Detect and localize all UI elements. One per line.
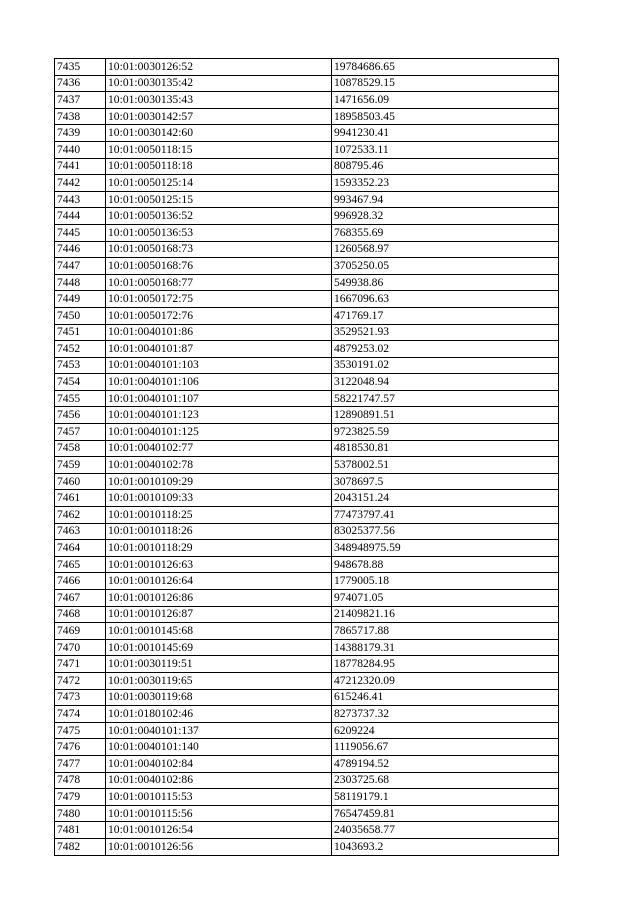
table-row [55, 341, 559, 358]
table-row [55, 656, 559, 673]
table-row [55, 672, 559, 689]
table-row [55, 606, 559, 623]
table-row [55, 590, 559, 607]
cadastral-number-cell: 10:01:0030119:51 [106, 656, 332, 673]
cadastral-number-cell: 10:01:0040102:86 [106, 772, 332, 789]
cadastral-number-cell: 10:01:0010145:69 [106, 639, 332, 656]
table-row [55, 241, 559, 258]
row-number-cell: 7475 [55, 722, 106, 739]
table-row [55, 291, 559, 308]
row-number-cell: 7454 [55, 374, 106, 391]
table-row [55, 540, 559, 557]
row-number-cell: 7452 [55, 341, 106, 358]
value-cell: 615246.41 [332, 689, 559, 706]
row-number-cell: 7479 [55, 789, 106, 806]
cadastral-number-cell: 10:01:0050125:14 [106, 175, 332, 192]
row-number-cell: 7437 [55, 92, 106, 109]
value-cell: 974071.05 [332, 590, 559, 607]
value-cell: 1043693.2 [332, 838, 559, 855]
row-number-cell: 7470 [55, 639, 106, 656]
value-cell: 14388179.31 [332, 639, 559, 656]
cadastral-number-cell: 10:01:0040101:140 [106, 739, 332, 756]
table-row [55, 772, 559, 789]
cadastral-number-cell: 10:01:0010115:53 [106, 789, 332, 806]
value-cell: 6209224 [332, 722, 559, 739]
table-row [55, 125, 559, 142]
table-row [55, 59, 559, 76]
row-number-cell: 7442 [55, 175, 106, 192]
table-row [55, 473, 559, 490]
cadastral-number-cell: 10:01:0050172:75 [106, 291, 332, 308]
table-row [55, 739, 559, 756]
row-number-cell: 7457 [55, 424, 106, 441]
cadastral-number-cell: 10:01:0050125:15 [106, 191, 332, 208]
cadastral-number-cell: 10:01:0050118:15 [106, 141, 332, 158]
value-cell: 3705250.05 [332, 258, 559, 275]
row-number-cell: 7466 [55, 573, 106, 590]
table-row [55, 175, 559, 192]
cadastral-number-cell: 10:01:0010118:26 [106, 523, 332, 540]
cadastral-number-cell: 10:01:0010126:54 [106, 822, 332, 839]
table-row [55, 573, 559, 590]
table-row [55, 822, 559, 839]
cadastral-number-cell: 10:01:0040102:84 [106, 755, 332, 772]
data-table [54, 58, 559, 856]
value-cell: 2043151.24 [332, 490, 559, 507]
value-cell: 996928.32 [332, 208, 559, 225]
cadastral-number-cell: 10:01:0040101:106 [106, 374, 332, 391]
row-number-cell: 7482 [55, 838, 106, 855]
row-number-cell: 7443 [55, 191, 106, 208]
row-number-cell: 7450 [55, 307, 106, 324]
table-row [55, 523, 559, 540]
cadastral-number-cell: 10:01:0040101:125 [106, 424, 332, 441]
value-cell: 1593352.23 [332, 175, 559, 192]
value-cell: 76547459.81 [332, 805, 559, 822]
table-row [55, 307, 559, 324]
value-cell: 3530191.02 [332, 357, 559, 374]
cadastral-number-cell: 10:01:0040101:137 [106, 722, 332, 739]
row-number-cell: 7456 [55, 407, 106, 424]
row-number-cell: 7440 [55, 141, 106, 158]
value-cell: 9941230.41 [332, 125, 559, 142]
table-row [55, 639, 559, 656]
cadastral-number-cell: 10:01:0030142:57 [106, 108, 332, 125]
row-number-cell: 7460 [55, 473, 106, 490]
row-number-cell: 7463 [55, 523, 106, 540]
row-number-cell: 7439 [55, 125, 106, 142]
table-row [55, 838, 559, 855]
cadastral-number-cell: 10:01:0010126:56 [106, 838, 332, 855]
value-cell: 19784686.65 [332, 59, 559, 76]
cadastral-number-cell: 10:01:0050168:77 [106, 274, 332, 291]
table-row [55, 805, 559, 822]
row-number-cell: 7468 [55, 606, 106, 623]
value-cell: 47212320.09 [332, 672, 559, 689]
value-cell: 3078697.5 [332, 473, 559, 490]
table-row [55, 706, 559, 723]
value-cell: 1260568.97 [332, 241, 559, 258]
row-number-cell: 7472 [55, 672, 106, 689]
row-number-cell: 7448 [55, 274, 106, 291]
value-cell: 993467.94 [332, 191, 559, 208]
cadastral-number-cell: 10:01:0050118:18 [106, 158, 332, 175]
table-row [55, 755, 559, 772]
value-cell: 83025377.56 [332, 523, 559, 540]
value-cell: 58221747.57 [332, 390, 559, 407]
table-body [55, 59, 559, 856]
row-number-cell: 7480 [55, 805, 106, 822]
cadastral-number-cell: 10:01:0010145:68 [106, 623, 332, 640]
value-cell: 10878529.15 [332, 75, 559, 92]
value-cell: 12890891.51 [332, 407, 559, 424]
table-row [55, 424, 559, 441]
cadastral-number-cell: 10:01:0010109:29 [106, 473, 332, 490]
table-row [55, 208, 559, 225]
value-cell: 5378002.51 [332, 457, 559, 474]
value-cell: 4879253.02 [332, 341, 559, 358]
value-cell: 1119056.67 [332, 739, 559, 756]
row-number-cell: 7453 [55, 357, 106, 374]
table-row [55, 158, 559, 175]
cadastral-number-cell: 10:01:0010109:33 [106, 490, 332, 507]
cadastral-number-cell: 10:01:0010115:56 [106, 805, 332, 822]
cadastral-number-cell: 10:01:0040102:77 [106, 440, 332, 457]
table-row [55, 789, 559, 806]
table-row [55, 457, 559, 474]
table-row [55, 92, 559, 109]
cadastral-number-cell: 10:01:0050172:76 [106, 307, 332, 324]
table-row [55, 556, 559, 573]
row-number-cell: 7451 [55, 324, 106, 341]
value-cell: 768355.69 [332, 224, 559, 241]
table-row [55, 258, 559, 275]
table-row [55, 108, 559, 125]
cadastral-number-cell: 10:01:0030142:60 [106, 125, 332, 142]
cadastral-number-cell: 10:01:0040101:107 [106, 390, 332, 407]
value-cell: 471769.17 [332, 307, 559, 324]
cadastral-number-cell: 10:01:0030135:42 [106, 75, 332, 92]
cadastral-number-cell: 10:01:0010126:64 [106, 573, 332, 590]
table-row [55, 722, 559, 739]
value-cell: 9723825.59 [332, 424, 559, 441]
table-row [55, 191, 559, 208]
cadastral-number-cell: 10:01:0010126:86 [106, 590, 332, 607]
table-row [55, 390, 559, 407]
row-number-cell: 7464 [55, 540, 106, 557]
row-number-cell: 7477 [55, 755, 106, 772]
cadastral-number-cell: 10:01:0050136:53 [106, 224, 332, 241]
row-number-cell: 7462 [55, 507, 106, 524]
row-number-cell: 7481 [55, 822, 106, 839]
value-cell: 2303725.68 [332, 772, 559, 789]
table-row [55, 224, 559, 241]
row-number-cell: 7461 [55, 490, 106, 507]
table-row [55, 490, 559, 507]
value-cell: 4818530.81 [332, 440, 559, 457]
cadastral-number-cell: 10:01:0010118:29 [106, 540, 332, 557]
row-number-cell: 7444 [55, 208, 106, 225]
value-cell: 24035658.77 [332, 822, 559, 839]
value-cell: 77473797.41 [332, 507, 559, 524]
table-row [55, 689, 559, 706]
row-number-cell: 7445 [55, 224, 106, 241]
value-cell: 1072533.11 [332, 141, 559, 158]
row-number-cell: 7465 [55, 556, 106, 573]
cadastral-number-cell: 10:01:0040101:123 [106, 407, 332, 424]
value-cell: 58119179.1 [332, 789, 559, 806]
row-number-cell: 7473 [55, 689, 106, 706]
cadastral-number-cell: 10:01:0040102:78 [106, 457, 332, 474]
cadastral-number-cell: 10:01:0050168:73 [106, 241, 332, 258]
value-cell: 808795.46 [332, 158, 559, 175]
row-number-cell: 7478 [55, 772, 106, 789]
cadastral-number-cell: 10:01:0040101:86 [106, 324, 332, 341]
row-number-cell: 7446 [55, 241, 106, 258]
value-cell: 1779005.18 [332, 573, 559, 590]
row-number-cell: 7458 [55, 440, 106, 457]
row-number-cell: 7476 [55, 739, 106, 756]
table-row [55, 507, 559, 524]
value-cell: 4789194.52 [332, 755, 559, 772]
table-row [55, 407, 559, 424]
value-cell: 7865717.88 [332, 623, 559, 640]
row-number-cell: 7467 [55, 590, 106, 607]
row-number-cell: 7459 [55, 457, 106, 474]
table-row [55, 274, 559, 291]
row-number-cell: 7455 [55, 390, 106, 407]
value-cell: 21409821.16 [332, 606, 559, 623]
table-row [55, 75, 559, 92]
cadastral-number-cell: 10:01:0050168:76 [106, 258, 332, 275]
row-number-cell: 7441 [55, 158, 106, 175]
row-number-cell: 7474 [55, 706, 106, 723]
table-row [55, 374, 559, 391]
row-number-cell: 7438 [55, 108, 106, 125]
table-row [55, 324, 559, 341]
cadastral-number-cell: 10:01:0030119:68 [106, 689, 332, 706]
value-cell: 549938.86 [332, 274, 559, 291]
value-cell: 1667096.63 [332, 291, 559, 308]
value-cell: 8273737.32 [332, 706, 559, 723]
cadastral-number-cell: 10:01:0050136:52 [106, 208, 332, 225]
cadastral-number-cell: 10:01:0030135:43 [106, 92, 332, 109]
value-cell: 1471656.09 [332, 92, 559, 109]
value-cell: 18778284.95 [332, 656, 559, 673]
cadastral-number-cell: 10:01:0010118:25 [106, 507, 332, 524]
cadastral-number-cell: 10:01:0030119:65 [106, 672, 332, 689]
value-cell: 18958503.45 [332, 108, 559, 125]
cadastral-number-cell: 10:01:0010126:87 [106, 606, 332, 623]
cadastral-number-cell: 10:01:0030126:52 [106, 59, 332, 76]
row-number-cell: 7447 [55, 258, 106, 275]
row-number-cell: 7449 [55, 291, 106, 308]
value-cell: 3529521.93 [332, 324, 559, 341]
value-cell: 348948975.59 [332, 540, 559, 557]
row-number-cell: 7436 [55, 75, 106, 92]
table-row [55, 141, 559, 158]
table-row [55, 440, 559, 457]
table-row [55, 623, 559, 640]
row-number-cell: 7471 [55, 656, 106, 673]
row-number-cell: 7469 [55, 623, 106, 640]
value-cell: 3122048.94 [332, 374, 559, 391]
cadastral-number-cell: 10:01:0040101:87 [106, 341, 332, 358]
row-number-cell: 7435 [55, 59, 106, 76]
table-row [55, 357, 559, 374]
value-cell: 948678.88 [332, 556, 559, 573]
cadastral-number-cell: 10:01:0040101:103 [106, 357, 332, 374]
cadastral-number-cell: 10:01:0180102:46 [106, 706, 332, 723]
cadastral-number-cell: 10:01:0010126:63 [106, 556, 332, 573]
